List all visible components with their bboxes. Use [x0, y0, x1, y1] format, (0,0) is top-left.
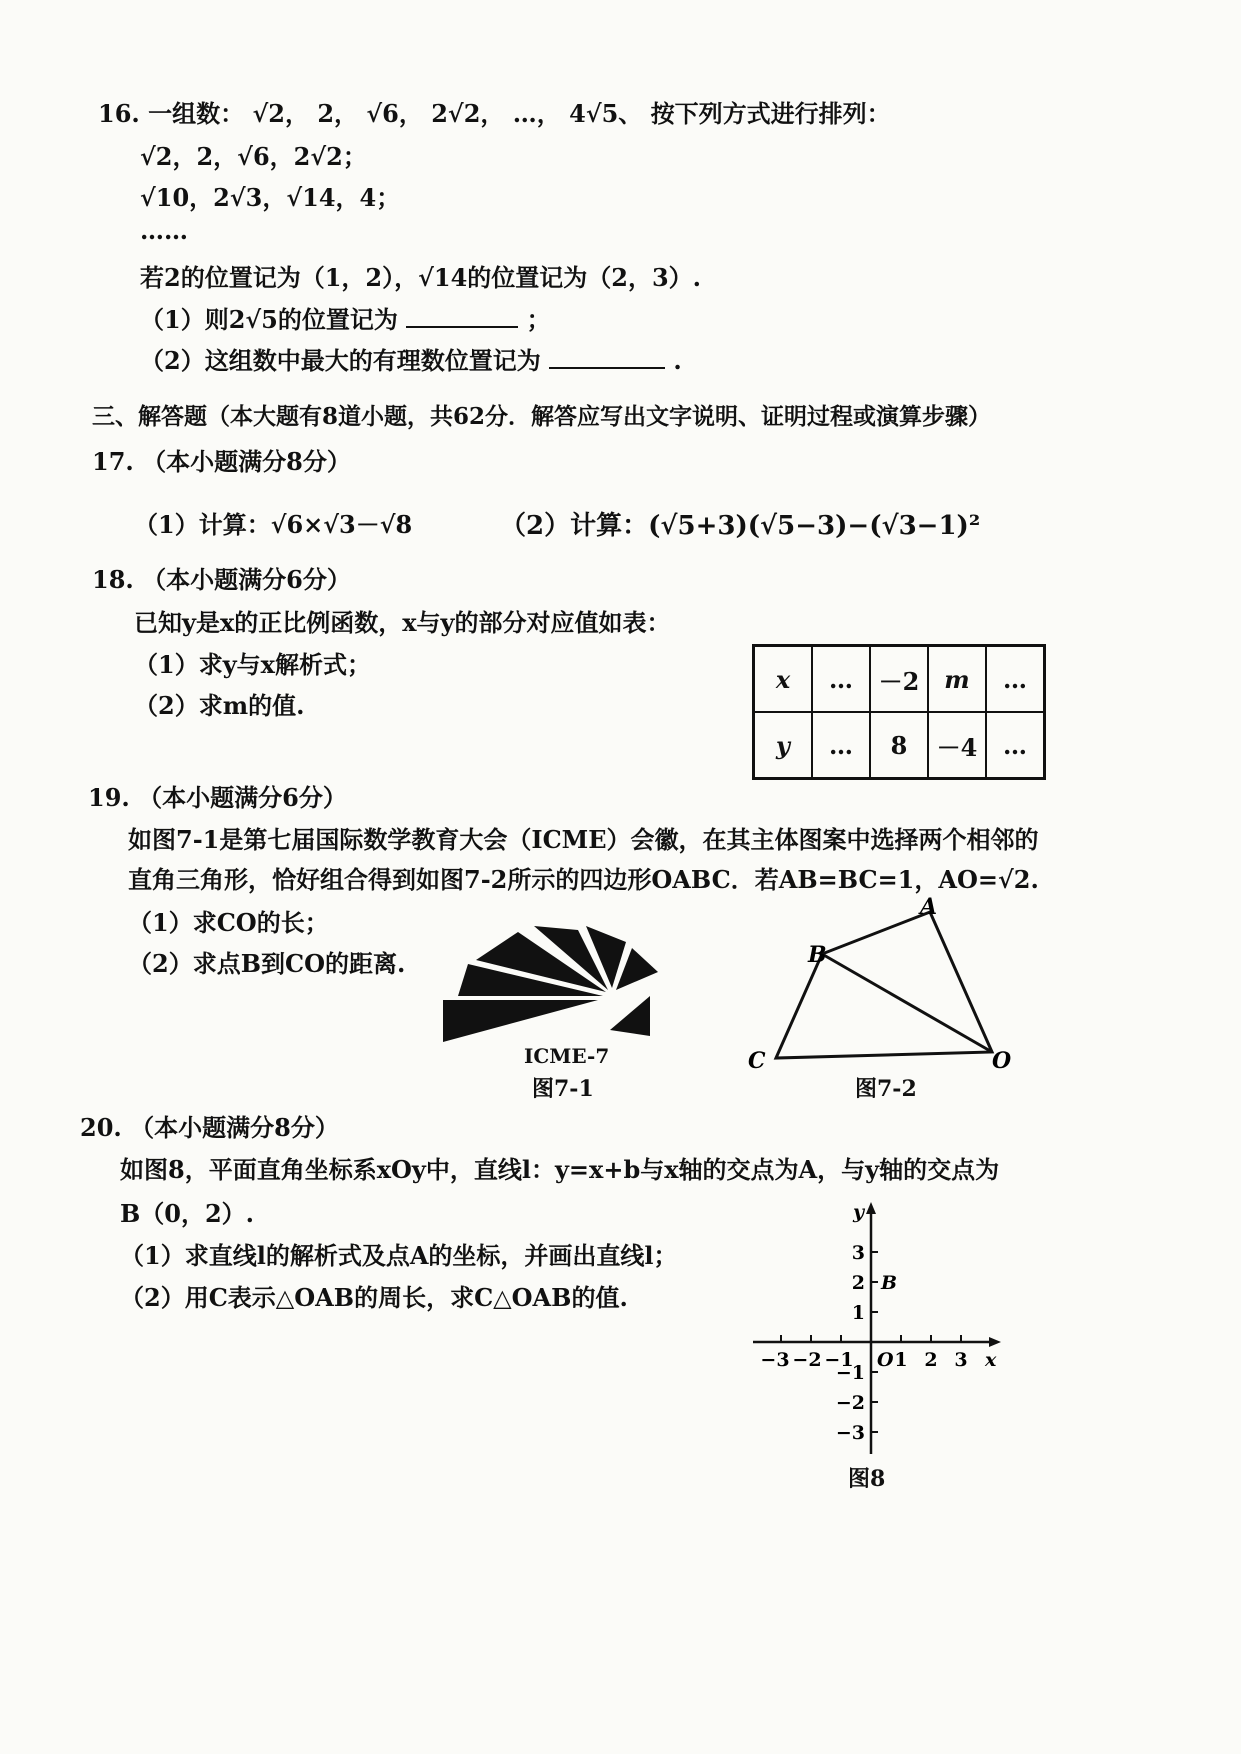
icme-logo-text: ICME-7	[524, 1044, 610, 1068]
q16-part1-text: （1）则2√5的位置记为	[140, 305, 398, 334]
x-tick-label: 1	[894, 1349, 908, 1371]
coordinate-plane	[745, 1196, 1015, 1466]
q18-part1: （1）求y与x解析式；	[134, 650, 371, 679]
q16-part2	[140, 341, 682, 376]
icme-logo-figure	[438, 912, 668, 1047]
segment-bo	[822, 954, 992, 1052]
q16-seq-2: √6	[366, 99, 399, 128]
x-tick-label: −3	[760, 1349, 790, 1371]
quad-outline	[776, 912, 992, 1058]
q16-seq-3: 2√2	[431, 99, 481, 128]
q20-number: 20.	[80, 1113, 122, 1142]
q20-part1: （1）求直线l的解析式及点A的坐标，并画出直线l；	[120, 1241, 678, 1270]
q16-part1-blank[interactable]	[406, 304, 518, 328]
fig7-1-caption: 图7-1	[532, 1076, 594, 1102]
q16-dots: ……	[140, 216, 188, 245]
table-cell: y	[754, 712, 813, 779]
table-cell: －4	[928, 712, 986, 779]
y-tick-label: −3	[835, 1422, 865, 1444]
q16-part1-end: ；	[526, 305, 551, 334]
table-cell: m	[928, 646, 986, 713]
q16-header: 16. 一组数： √2， 2， √6， 2√2， …， 4√5、 按下列方式进行排列：	[98, 99, 891, 128]
table-cell: －2	[870, 646, 928, 713]
table-cell: …	[812, 646, 870, 713]
q19-number: 19.	[88, 783, 130, 812]
q19-header	[88, 778, 347, 813]
y-tick-label: 2	[851, 1272, 865, 1294]
point-c-label: C	[748, 1048, 766, 1074]
q18-number: 18.	[92, 565, 134, 594]
q17-header	[92, 442, 351, 477]
q16-seq-5: 4√5	[569, 99, 619, 128]
table-cell: …	[986, 712, 1045, 779]
x-tick-label: −2	[792, 1349, 822, 1371]
x-axis-arrow-icon	[989, 1337, 1001, 1347]
q19-score: （本小题满分6分）	[138, 783, 347, 812]
q20-header	[80, 1108, 339, 1143]
q20-stem-line1: 如图8，平面直角坐标系xOy中，直线l：y=x+b与x轴的交点为A，与y轴的交点为	[120, 1155, 1000, 1184]
q16-part2-end: .	[673, 346, 682, 375]
x-axis-label: x	[985, 1349, 997, 1371]
table-row-x	[754, 646, 1045, 713]
fig8-caption: 图8	[848, 1466, 886, 1492]
q18-value-table	[752, 644, 1046, 780]
q17-part1: （1）计算：√6×√3－√8	[134, 510, 413, 539]
logo-triangle	[610, 996, 650, 1036]
q16-intro: 一组数：	[148, 99, 245, 128]
x-tick-label: −1	[824, 1349, 854, 1371]
point-o-label: O	[992, 1048, 1012, 1074]
fig7-2-caption: 图7-2	[855, 1076, 917, 1102]
q16-part1	[140, 300, 551, 335]
logo-triangle	[616, 948, 658, 990]
point-b-label: B	[881, 1272, 898, 1294]
q16-intro-b: 按下列方式进行排列：	[650, 99, 891, 128]
quadrilateral-figure	[740, 896, 1030, 1076]
q18-part2: （2）求m的值.	[134, 691, 305, 720]
x-tick-label: 3	[954, 1349, 968, 1371]
q20-stem-line2: B（0，2）.	[120, 1199, 255, 1228]
y-axis-label: y	[853, 1201, 865, 1223]
q19-part2: （2）求点B到CO的距离.	[128, 949, 406, 978]
q16-seq-4: …	[512, 99, 537, 128]
q16-part2-text: （2）这组数中最大的有理数位置记为	[140, 346, 541, 375]
q19-part1: （1）求CO的长；	[128, 908, 329, 937]
q16-part2-blank[interactable]	[549, 345, 665, 369]
q20-part2: （2）用C表示△OAB的周长，求C△OAB的值.	[120, 1283, 628, 1312]
point-a-label: A	[920, 896, 938, 920]
q18-score: （本小题满分6分）	[142, 565, 351, 594]
q17-part2: （2）计算：(√5+3)(√5−3)−(√3−1)²	[500, 511, 981, 541]
table-cell: x	[754, 646, 813, 713]
point-b-label: B	[808, 942, 827, 968]
y-tick-label: −2	[835, 1392, 865, 1414]
logo-triangle	[586, 926, 626, 988]
q16-seq-1: 2	[317, 99, 335, 128]
y-tick-label: −1	[835, 1362, 865, 1384]
table-cell: …	[986, 646, 1045, 713]
table-cell: 8	[870, 712, 928, 779]
q17-score: （本小题满分8分）	[142, 447, 351, 476]
origin-label: O	[877, 1349, 894, 1371]
q18-header	[92, 560, 351, 595]
q18-stem: 已知y是x的正比例函数，x与y的部分对应值如表：	[134, 608, 671, 637]
table-cell: …	[812, 712, 870, 779]
q19-stem-line2: 直角三角形，恰好组合得到如图7-2所示的四边形OABC．若AB=BC=1，AO=√2.	[128, 865, 1039, 894]
y-tick-label: 1	[851, 1302, 865, 1324]
q16-rule: 若2的位置记为（1，2），√14的位置记为（2，3）.	[140, 263, 702, 292]
q20-score: （本小题满分8分）	[130, 1113, 339, 1142]
x-tick-label: 2	[924, 1349, 938, 1371]
q17-number: 17.	[92, 447, 134, 476]
section3-title: 三、解答题（本大题有8道小题，共62分．解答应写出文字说明、证明过程或演算步骤）	[92, 403, 992, 430]
q16-seq-0: √2	[252, 99, 285, 128]
q16-row2: √10，2√3，√14，4；	[140, 183, 401, 212]
y-axis-arrow-icon	[866, 1202, 876, 1214]
q16-number: 16.	[98, 99, 140, 128]
y-tick-label: 3	[851, 1242, 865, 1264]
q19-stem-line1: 如图7-1是第七届国际数学教育大会（ICME）会徽，在其主体图案中选择两个相邻的	[128, 825, 1039, 854]
table-row-y	[754, 712, 1045, 779]
q16-row1: √2，2，√6，2√2；	[140, 142, 367, 171]
logo-triangle	[443, 1000, 598, 1042]
